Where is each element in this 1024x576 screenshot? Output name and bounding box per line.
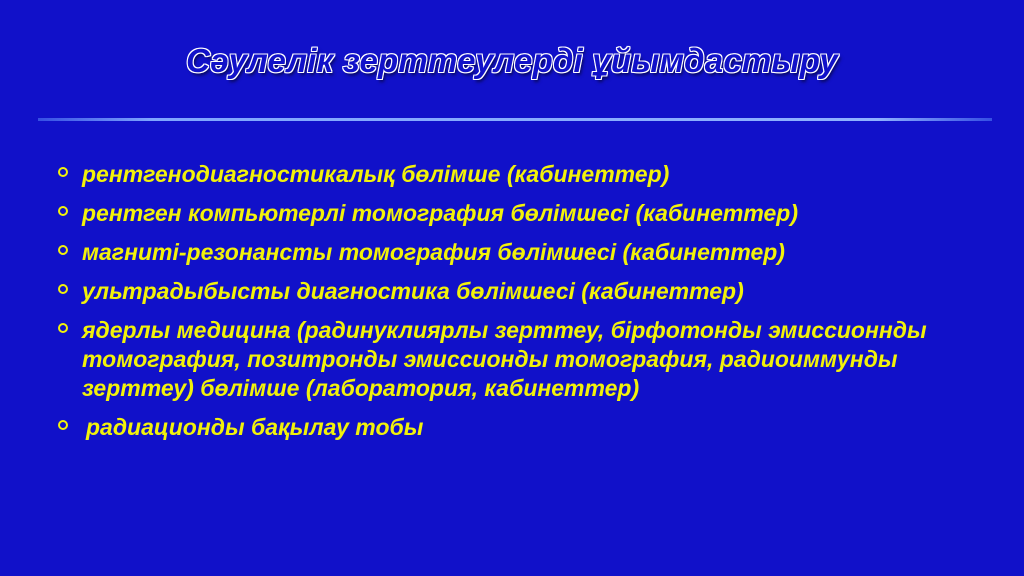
ring-bullet-icon bbox=[58, 420, 68, 430]
list-item-text: рентген компьютерлі томография бөлімшесі (кабинеттер) bbox=[82, 200, 799, 226]
list-item bbox=[58, 413, 998, 442]
list-item-text: магниті-резонансты томография бөлімшесі (кабинеттер) bbox=[82, 239, 785, 265]
slide-title: Сәулелік зерттеулерді ұйымдастыру bbox=[186, 42, 838, 79]
ring-bullet-icon bbox=[58, 323, 68, 333]
bullet-list bbox=[58, 160, 998, 452]
ring-bullet-icon bbox=[58, 167, 68, 177]
list-item-text: рентгенодиагностикалық бөлімше (кабинеттер) bbox=[82, 161, 670, 187]
list-item bbox=[58, 238, 998, 267]
list-item-text: ядерлы медицина (радинуклиярлы зерттеу, бірфотонды эмиссионнды томография, позитронды эмиссионды томография, радиоиммунды зерттеу) бөлімше (лаборатория, кабинеттер) bbox=[82, 317, 927, 401]
ring-bullet-icon bbox=[58, 206, 68, 216]
list-item-text: радиационды бақылау тобы bbox=[86, 414, 424, 440]
list-item bbox=[58, 277, 998, 306]
list-item bbox=[58, 199, 998, 228]
list-item-text: ультрадыбысты диагностика бөлімшесі (кабинеттер) bbox=[82, 278, 744, 304]
ring-bullet-icon bbox=[58, 245, 68, 255]
ring-bullet-icon bbox=[58, 284, 68, 294]
list-item bbox=[58, 160, 998, 189]
list-item bbox=[58, 316, 998, 403]
title-divider bbox=[38, 118, 992, 121]
